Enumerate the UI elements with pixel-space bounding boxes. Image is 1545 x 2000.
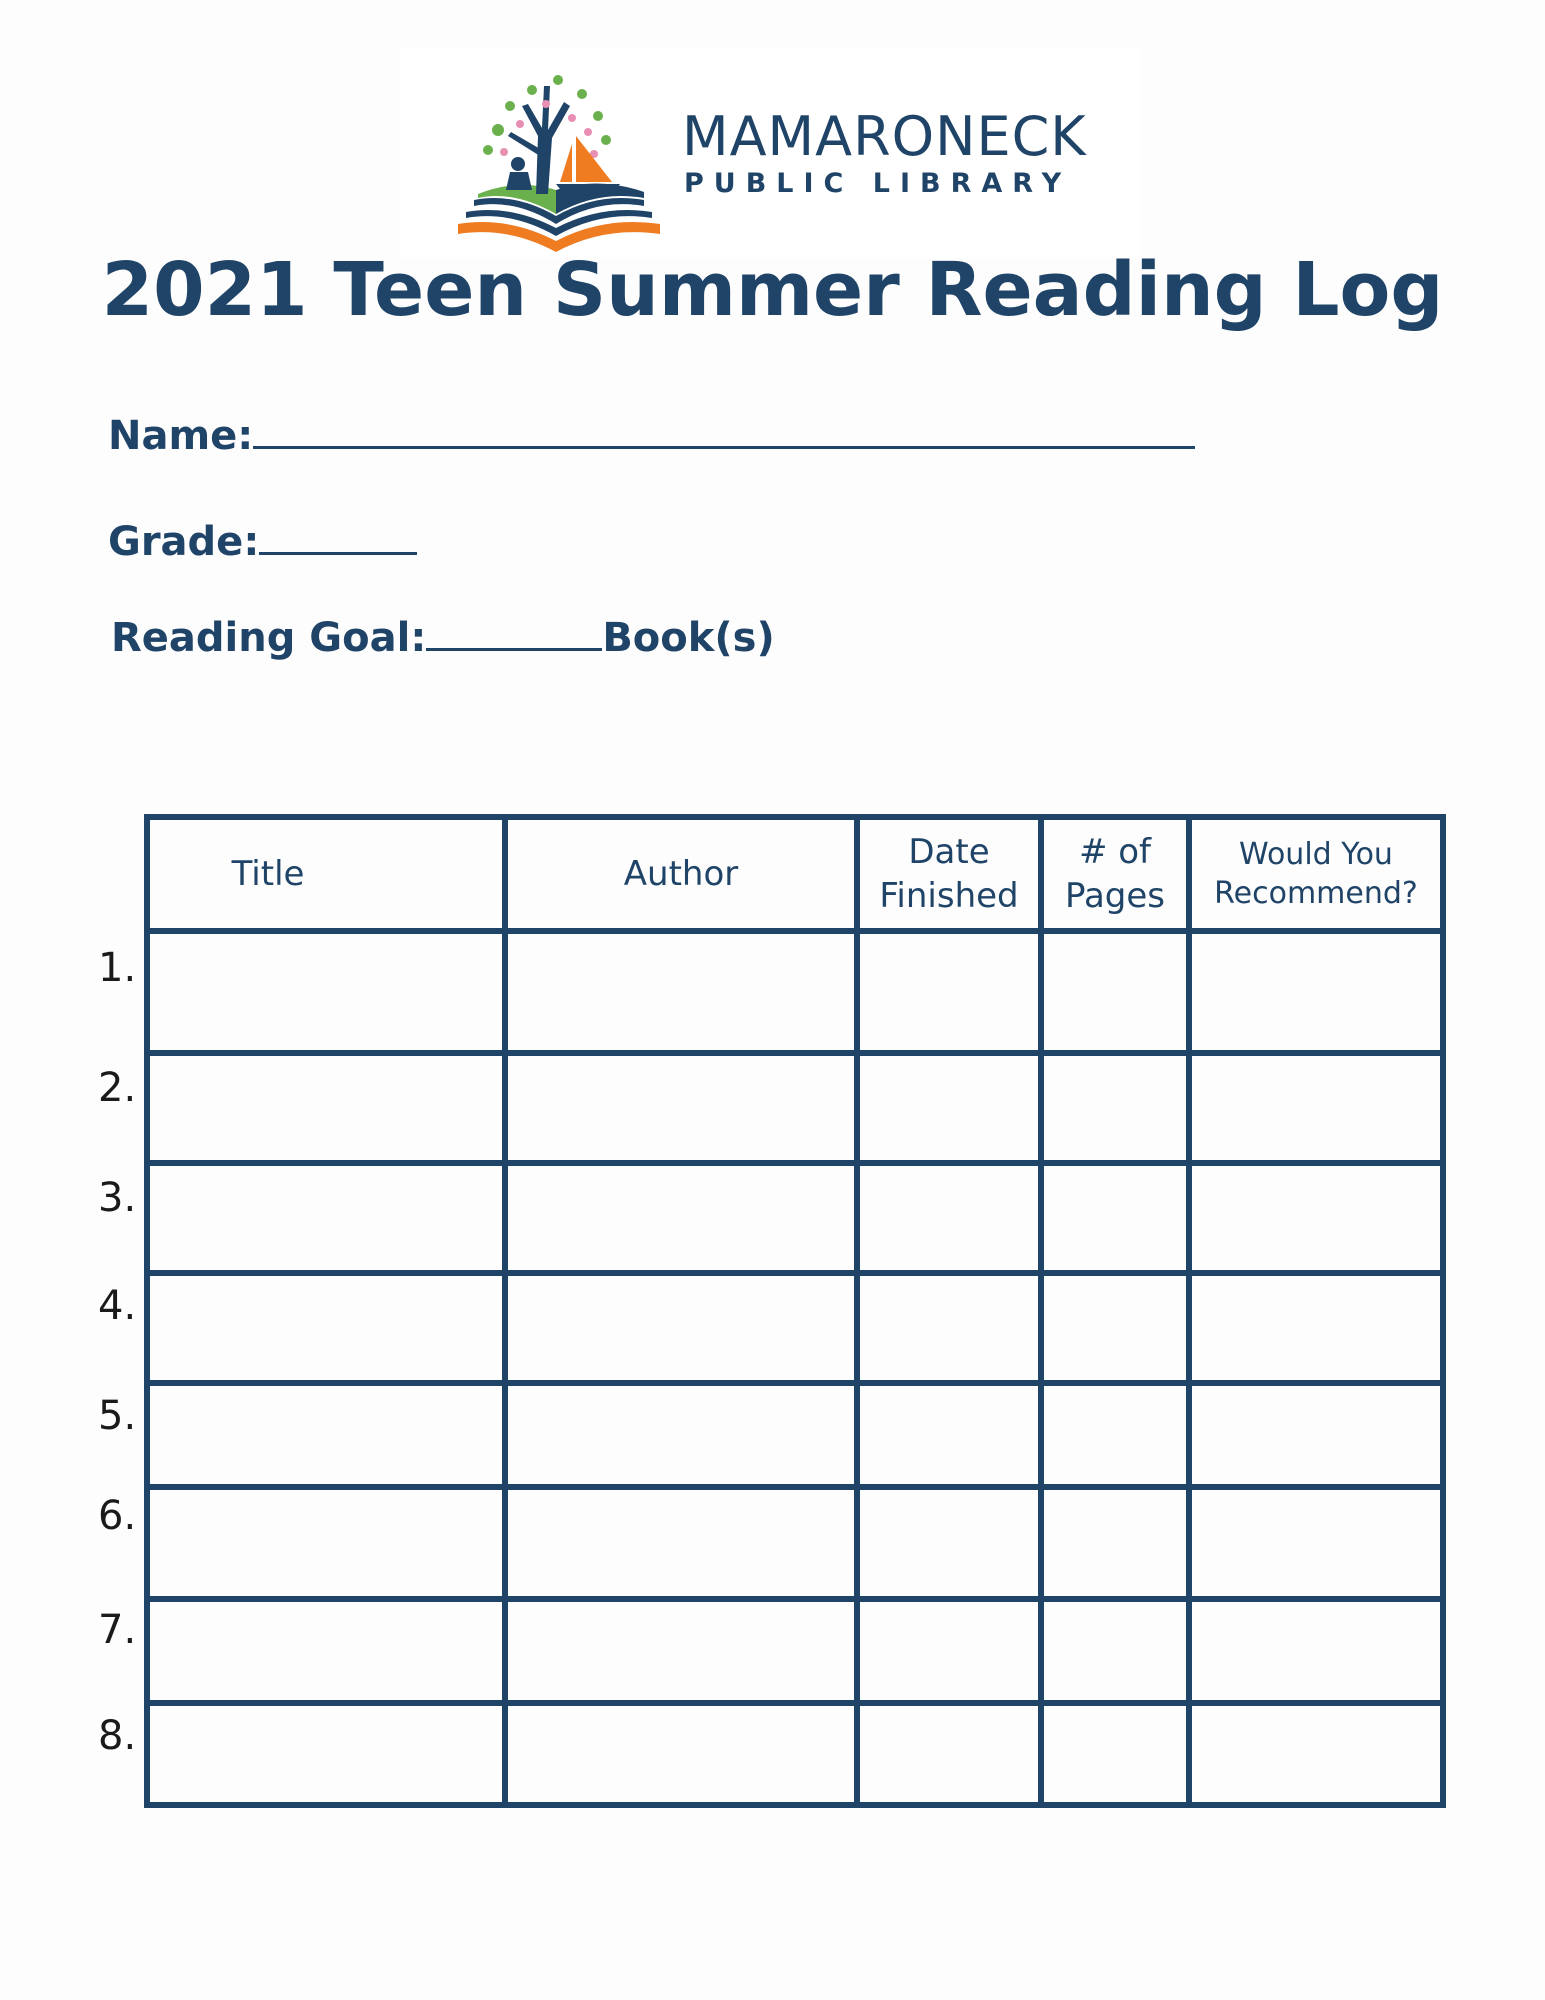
- title-cell[interactable]: [147, 1163, 505, 1273]
- row-number: 5.: [98, 1393, 137, 1439]
- header-title-text: Title: [231, 853, 305, 894]
- row-number: 2.: [98, 1065, 137, 1111]
- table-row: [147, 1599, 1443, 1703]
- row-number: 8.: [98, 1713, 137, 1759]
- author-cell[interactable]: [505, 1703, 857, 1805]
- recommend-cell[interactable]: [1189, 1487, 1443, 1599]
- title-cell[interactable]: [147, 1703, 505, 1805]
- library-name: MAMARONECK: [682, 105, 1087, 168]
- date-cell[interactable]: [857, 1487, 1041, 1599]
- header-recommend-line2: Recommend?: [1214, 876, 1418, 911]
- header-date-line2: Finished: [879, 876, 1019, 916]
- table-row: [147, 1703, 1443, 1805]
- pages-cell[interactable]: [1041, 931, 1189, 1053]
- author-cell[interactable]: [505, 1053, 857, 1163]
- recommend-cell[interactable]: [1189, 1273, 1443, 1383]
- author-cell[interactable]: [505, 1163, 857, 1273]
- pages-cell[interactable]: [1041, 1163, 1189, 1273]
- grade-label: Grade:: [108, 519, 260, 565]
- row-number: 1.: [98, 945, 137, 991]
- header-recommend: [1189, 817, 1443, 931]
- recommend-cell[interactable]: [1189, 1383, 1443, 1487]
- date-cell[interactable]: [857, 1599, 1041, 1703]
- header-author-text: Author: [623, 853, 739, 894]
- table-row: [147, 1273, 1443, 1383]
- author-cell[interactable]: [505, 1487, 857, 1599]
- header-date-line1: Date: [908, 831, 990, 872]
- grade-blank-line[interactable]: [259, 518, 417, 555]
- header-title: [147, 817, 505, 931]
- reading-goal-field[interactable]: [111, 614, 775, 661]
- date-cell[interactable]: [857, 1273, 1041, 1383]
- header-date-finished: [857, 817, 1041, 931]
- date-cell[interactable]: [857, 931, 1041, 1053]
- header-author: [505, 817, 857, 931]
- author-cell[interactable]: [505, 1383, 857, 1487]
- row-number: 4.: [98, 1283, 137, 1329]
- title-cell[interactable]: [147, 931, 505, 1053]
- title-cell[interactable]: [147, 1273, 505, 1383]
- date-cell[interactable]: [857, 1163, 1041, 1273]
- date-cell[interactable]: [857, 1383, 1041, 1487]
- recommend-cell[interactable]: [1189, 1703, 1443, 1805]
- recommend-cell[interactable]: [1189, 1163, 1443, 1273]
- recommend-cell[interactable]: [1189, 1053, 1443, 1163]
- row-number: 6.: [98, 1493, 137, 1539]
- header-pages: [1041, 817, 1189, 931]
- name-blank-line[interactable]: [253, 412, 1195, 449]
- recommend-cell[interactable]: [1189, 931, 1443, 1053]
- pages-cell[interactable]: [1041, 1599, 1189, 1703]
- author-cell[interactable]: [505, 931, 857, 1053]
- recommend-cell[interactable]: [1189, 1599, 1443, 1703]
- header-recommend-line1: Would You: [1239, 837, 1393, 872]
- date-cell[interactable]: [857, 1053, 1041, 1163]
- pages-cell[interactable]: [1041, 1703, 1189, 1805]
- reading-log-table: [144, 814, 1446, 1808]
- table-row: [147, 1383, 1443, 1487]
- pages-cell[interactable]: [1041, 1053, 1189, 1163]
- library-logo: [400, 48, 1140, 258]
- table-header-row: [147, 817, 1443, 931]
- grade-field[interactable]: [108, 518, 417, 565]
- date-cell[interactable]: [857, 1703, 1041, 1805]
- title-cell[interactable]: [147, 1487, 505, 1599]
- goal-blank-line[interactable]: [426, 614, 602, 651]
- author-cell[interactable]: [505, 1273, 857, 1383]
- name-label: Name:: [108, 413, 254, 459]
- goal-suffix: Book(s): [602, 615, 775, 661]
- goal-label: Reading Goal:: [111, 615, 427, 661]
- page-title: 2021 Teen Summer Reading Log: [101, 247, 1444, 333]
- title-cell[interactable]: [147, 1053, 505, 1163]
- table-row: [147, 931, 1443, 1053]
- author-cell[interactable]: [505, 1599, 857, 1703]
- pages-cell[interactable]: [1041, 1383, 1189, 1487]
- table-row: [147, 1163, 1443, 1273]
- header-pages-line1: # of: [1078, 831, 1152, 872]
- row-number: 7.: [98, 1607, 137, 1653]
- library-subtitle: PUBLIC LIBRARY: [684, 168, 1072, 199]
- row-number: 3.: [98, 1175, 137, 1221]
- title-cell[interactable]: [147, 1383, 505, 1487]
- table-row: [147, 1053, 1443, 1163]
- name-field[interactable]: [108, 412, 1195, 459]
- table-row: [147, 1487, 1443, 1599]
- tree-book-logo-icon: [448, 66, 668, 256]
- title-cell[interactable]: [147, 1599, 505, 1703]
- pages-cell[interactable]: [1041, 1487, 1189, 1599]
- pages-cell[interactable]: [1041, 1273, 1189, 1383]
- header-pages-line2: Pages: [1064, 876, 1166, 916]
